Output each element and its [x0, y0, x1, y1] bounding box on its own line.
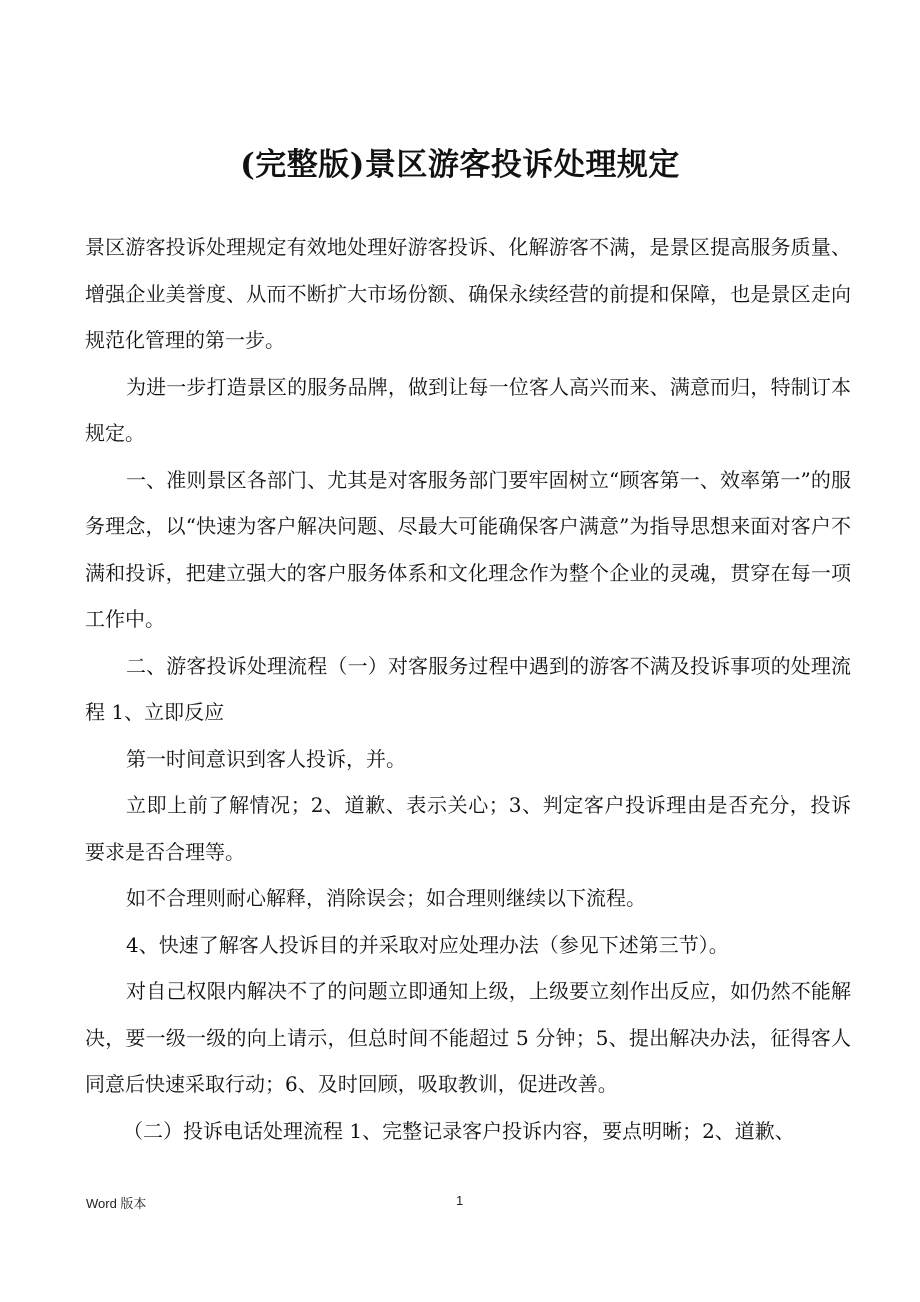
- paragraph-purpose: 为进一步打造景区的服务品牌，做到让每一位客人高兴而来、满意而归，特制订本规定。: [85, 374, 851, 445]
- paragraph-section-2: 二、游客投诉处理流程（一）对客服务过程中遇到的游客不满及投诉事项的处理流程 1、立即反应: [85, 653, 851, 724]
- paragraph-phone-flow: （二）投诉电话处理流程 1、完整记录客户投诉内容，要点明晰；2、道歉、: [123, 1118, 795, 1143]
- document-body: [85, 224, 851, 1154]
- paragraph-explain: 如不合理则耐心解释，消除误会；如合理则继续以下流程。: [126, 886, 646, 910]
- paragraph-step-4: 4、快速了解客人投诉目的并采取对应处理办法（参见下述第三节）。: [126, 932, 729, 957]
- paragraph-steps-2-3: 立即上前了解情况；2、道歉、表示关心；3、判定客户投诉理由是否充分，投诉要求是否合理等。: [85, 793, 851, 864]
- paragraph-intro: 景区游客投诉处理规定有效地处理好游客投诉、化解游客不满，是景区提高服务质量、增强企业美誉度、从而不断扩大市场份额、确保永续经营的前提和保障，也是景区走向规范化管理的第一步。: [85, 235, 851, 352]
- paragraph-section-1: 一、准则景区各部门、尤其是对客服务部门要牢固树立“顾客第一、效率第一”的服务理念，以“快速为客户解决问题、尽最大可能确保客户满意”为指导思想来面对客户不满和投诉，把建立强大的客户服务体系和文化理念作为整个企业的灵魂，贯穿在每一项工作中。: [85, 467, 851, 631]
- footer-label: Word 版本: [86, 1196, 147, 1211]
- page-number: 1: [456, 1193, 464, 1208]
- paragraph-escalation: 对自己权限内解决不了的问题立即通知上级，上级要立刻作出反应，如仍然不能解决，要一级一级的向上请示，但总时间不能超过 5 分钟；5、提出解决办法，征得客人同意后快速采取行动；6、及时回顾，吸取教训，促进改善。: [85, 979, 851, 1096]
- document-title: (完整版)景区游客投诉处理规定: [240, 147, 680, 183]
- paragraph-step-1: 第一时间意识到客人投诉，并。: [126, 746, 406, 771]
